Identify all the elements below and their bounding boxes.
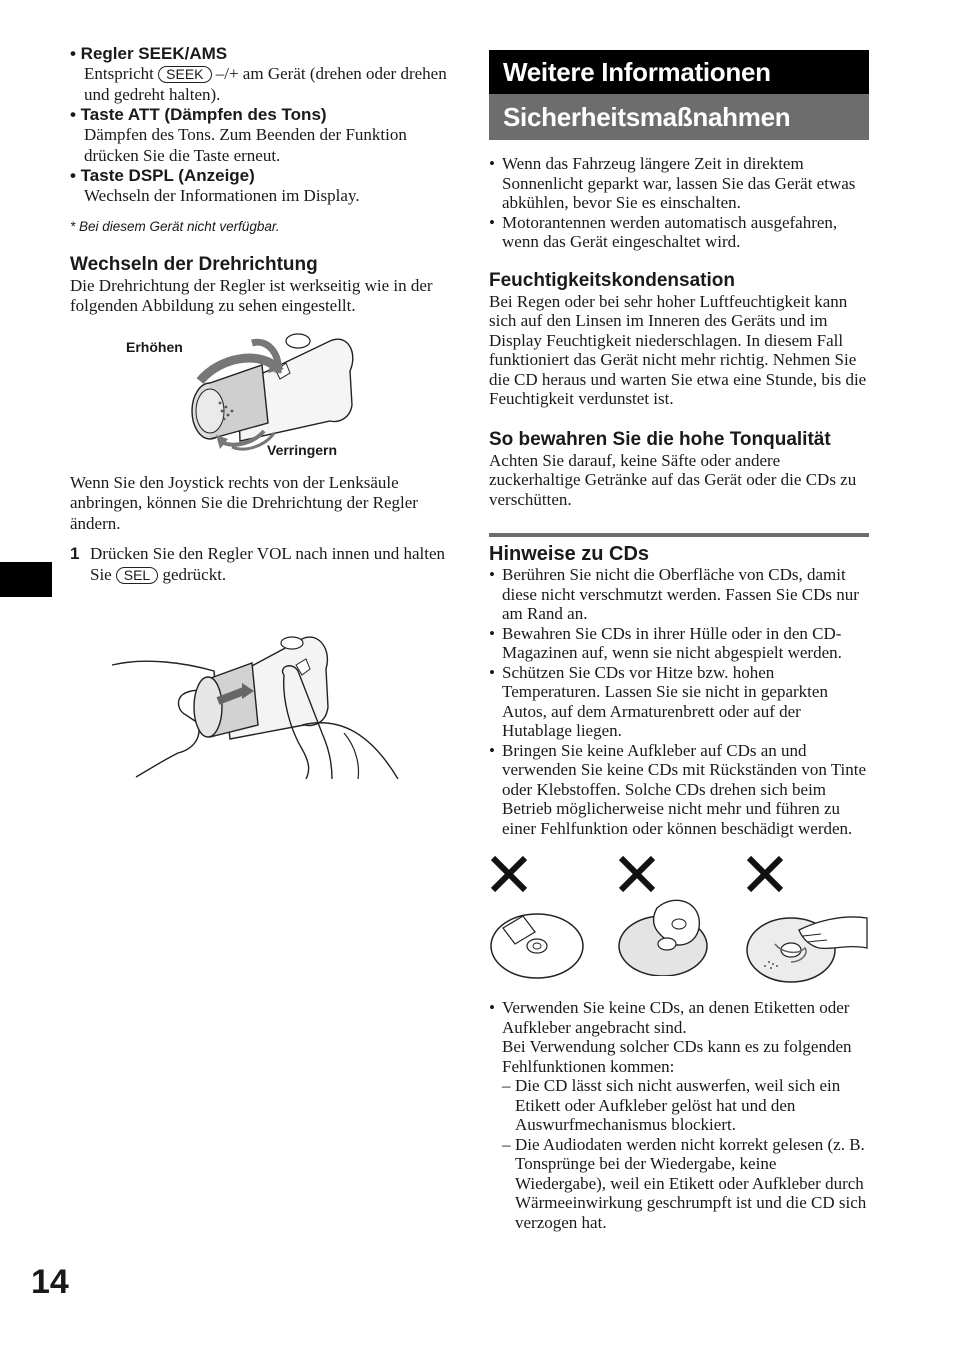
chapter-tab bbox=[0, 562, 52, 597]
item-body-pre: Entspricht bbox=[84, 64, 154, 83]
list-item bbox=[489, 998, 869, 1232]
cd-with-sticker-icon bbox=[489, 910, 589, 982]
item-body: Dämpfen des Tons. Zum Beenden der Funktion drücken Sie die Taste erneut. bbox=[84, 125, 407, 165]
list-item: • Wenn das Fahrzeug längere Zeit in direktem Sonnenlicht geparkt war, lassen Sie das Gerät etwas abkühlen, bevor Sie es einschalten. bbox=[489, 154, 869, 213]
step-text-post: gedrückt. bbox=[158, 564, 227, 584]
cd-notes-list bbox=[489, 565, 869, 838]
page-number: 14 bbox=[31, 1263, 69, 1301]
step-1 bbox=[70, 544, 455, 585]
list-item: – Die Audiodaten werden nicht korrekt gelesen (z. B. Tonsprünge bei der Wiedergabe, keine Wiedergabe), weil ein Etikett oder Aufkleber durch Wärmeeinwirkung geschrumpft ist und die CD sich verzogen hat. bbox=[502, 1135, 869, 1233]
left-column bbox=[70, 44, 455, 585]
rotation-figure bbox=[70, 321, 455, 461]
section-body-moisture: Bei Regen oder bei sehr hoher Luftfeuchtigkeit kann sich auf den Linsen im Inneren des Geräts und im Display Feuchtigkeit niederschlagen. In diesem Fall funktioniert das Gerät nicht mehr richtig. Nehmen Sie die CD heraus und warten Sie etwa eine Stunde, bis die Feuchtigkeit verdunstet ist. bbox=[489, 291, 867, 408]
banner-further-information: Weitere Informationen bbox=[489, 50, 869, 94]
item-att bbox=[70, 105, 455, 166]
cd-with-residue-icon bbox=[745, 904, 869, 988]
malfunction-list bbox=[502, 1076, 869, 1232]
hand-pressing-knob-illustration bbox=[106, 629, 406, 779]
sel-key: SEL bbox=[116, 567, 158, 584]
item-seek-ams bbox=[70, 44, 455, 105]
warped-cd-icon bbox=[617, 896, 717, 976]
list-item: • Bringen Sie keine Aufkleber auf CDs an und verwenden Sie keine CDs mit Rückständen von Tinte oder Klebstoffen. Solche CDs drehen sich beim Betrieb möglicherweise nicht mehr und führen zu einer Fehlfunktion oder können beschädigt werden. bbox=[489, 741, 869, 839]
figure-label-increase: Erhöhen bbox=[126, 338, 183, 355]
list-item: – Die CD lässt sich nicht auswerfen, weil sich ein Etikett oder Aufkleber gelöst hat und den Auswurfmechanismus blockiert. bbox=[502, 1076, 869, 1135]
banner-safety: Sicherheitsmaßnahmen bbox=[489, 94, 869, 140]
right-column bbox=[489, 50, 869, 1232]
step-number: 1 bbox=[70, 544, 80, 563]
paragraph-joystick: Wenn Sie den Joystick rechts von der Lenksäule anbringen, können Sie die Drehrichtung der Regler ändern. bbox=[70, 472, 418, 533]
list-item: • Motorantennen werden automatisch ausgefahren, wenn das Gerät eingeschaltet wird. bbox=[489, 213, 869, 252]
cd-illustrations bbox=[489, 852, 869, 992]
item-title: • Regler SEEK/AMS bbox=[70, 44, 228, 63]
section-body-direction: Die Drehrichtung der Regler ist werkseitig wie in der folgenden Abbildung zu sehen eingestellt. bbox=[70, 275, 433, 315]
item-body bbox=[70, 64, 455, 105]
item-dspl bbox=[70, 166, 455, 207]
safety-list bbox=[489, 154, 869, 252]
section-body-quality: Achten Sie darauf, keine Säfte oder andere zuckerhaltige Getränke auf das Gerät oder die CDs zu verschütten. bbox=[489, 450, 857, 509]
cross-icon bbox=[489, 854, 529, 894]
item-title: • Taste ATT (Dämpfen des Tons) bbox=[70, 105, 327, 124]
list-item: • Berühren Sie nicht die Oberfläche von CDs, damit diese nicht verschmutzt werden. Fassen Sie CDs nur am Rand an. bbox=[489, 565, 869, 624]
step-text: Drücken Sie den Regler VOL nach innen und halten Sie bbox=[90, 544, 446, 584]
section-title-direction: Wechseln der Drehrichtung bbox=[70, 253, 318, 275]
footnote: * Bei diesem Gerät nicht verfügbar. bbox=[70, 218, 280, 234]
section-title-quality: So bewahren Sie die hohe Tonqualität bbox=[489, 428, 831, 450]
item-body-post: –/+ am Gerät (drehen oder drehen und gedreht halten). bbox=[84, 64, 447, 104]
list-item: • Schützen Sie CDs vor Hitze bzw. hohen Temperaturen. Lassen Sie sie nicht in geparkten Autos, auf dem Armaturenbrett oder auf der Hutablage liegen. bbox=[489, 663, 869, 741]
figure-label-decrease: Verringern bbox=[267, 441, 338, 458]
section-title-moisture: Feuchtigkeitskondensation bbox=[489, 269, 735, 291]
item-body: Wechseln der Informationen im Display. bbox=[84, 186, 360, 205]
cross-icon bbox=[617, 854, 657, 894]
label-note-text-2: Bei Verwendung solcher CDs kann es zu folgenden Fehlfunktionen kommen: bbox=[502, 1037, 852, 1076]
label-note-text: Verwenden Sie keine CDs, an denen Etiketten oder Aufkleber angebracht sind. bbox=[502, 998, 850, 1037]
divider bbox=[489, 533, 869, 537]
rotary-knob-illustration bbox=[180, 323, 360, 453]
label-note-list bbox=[489, 998, 869, 1232]
list-item: • Bewahren Sie CDs in ihrer Hülle oder in den CD-Magazinen auf, wenn sie nicht abgespielt werden. bbox=[489, 624, 869, 663]
cross-icon bbox=[745, 854, 785, 894]
section-title-cds: Hinweise zu CDs bbox=[489, 543, 650, 565]
item-title: • Taste DSPL (Anzeige) bbox=[70, 166, 255, 185]
seek-key: SEEK bbox=[158, 66, 211, 83]
